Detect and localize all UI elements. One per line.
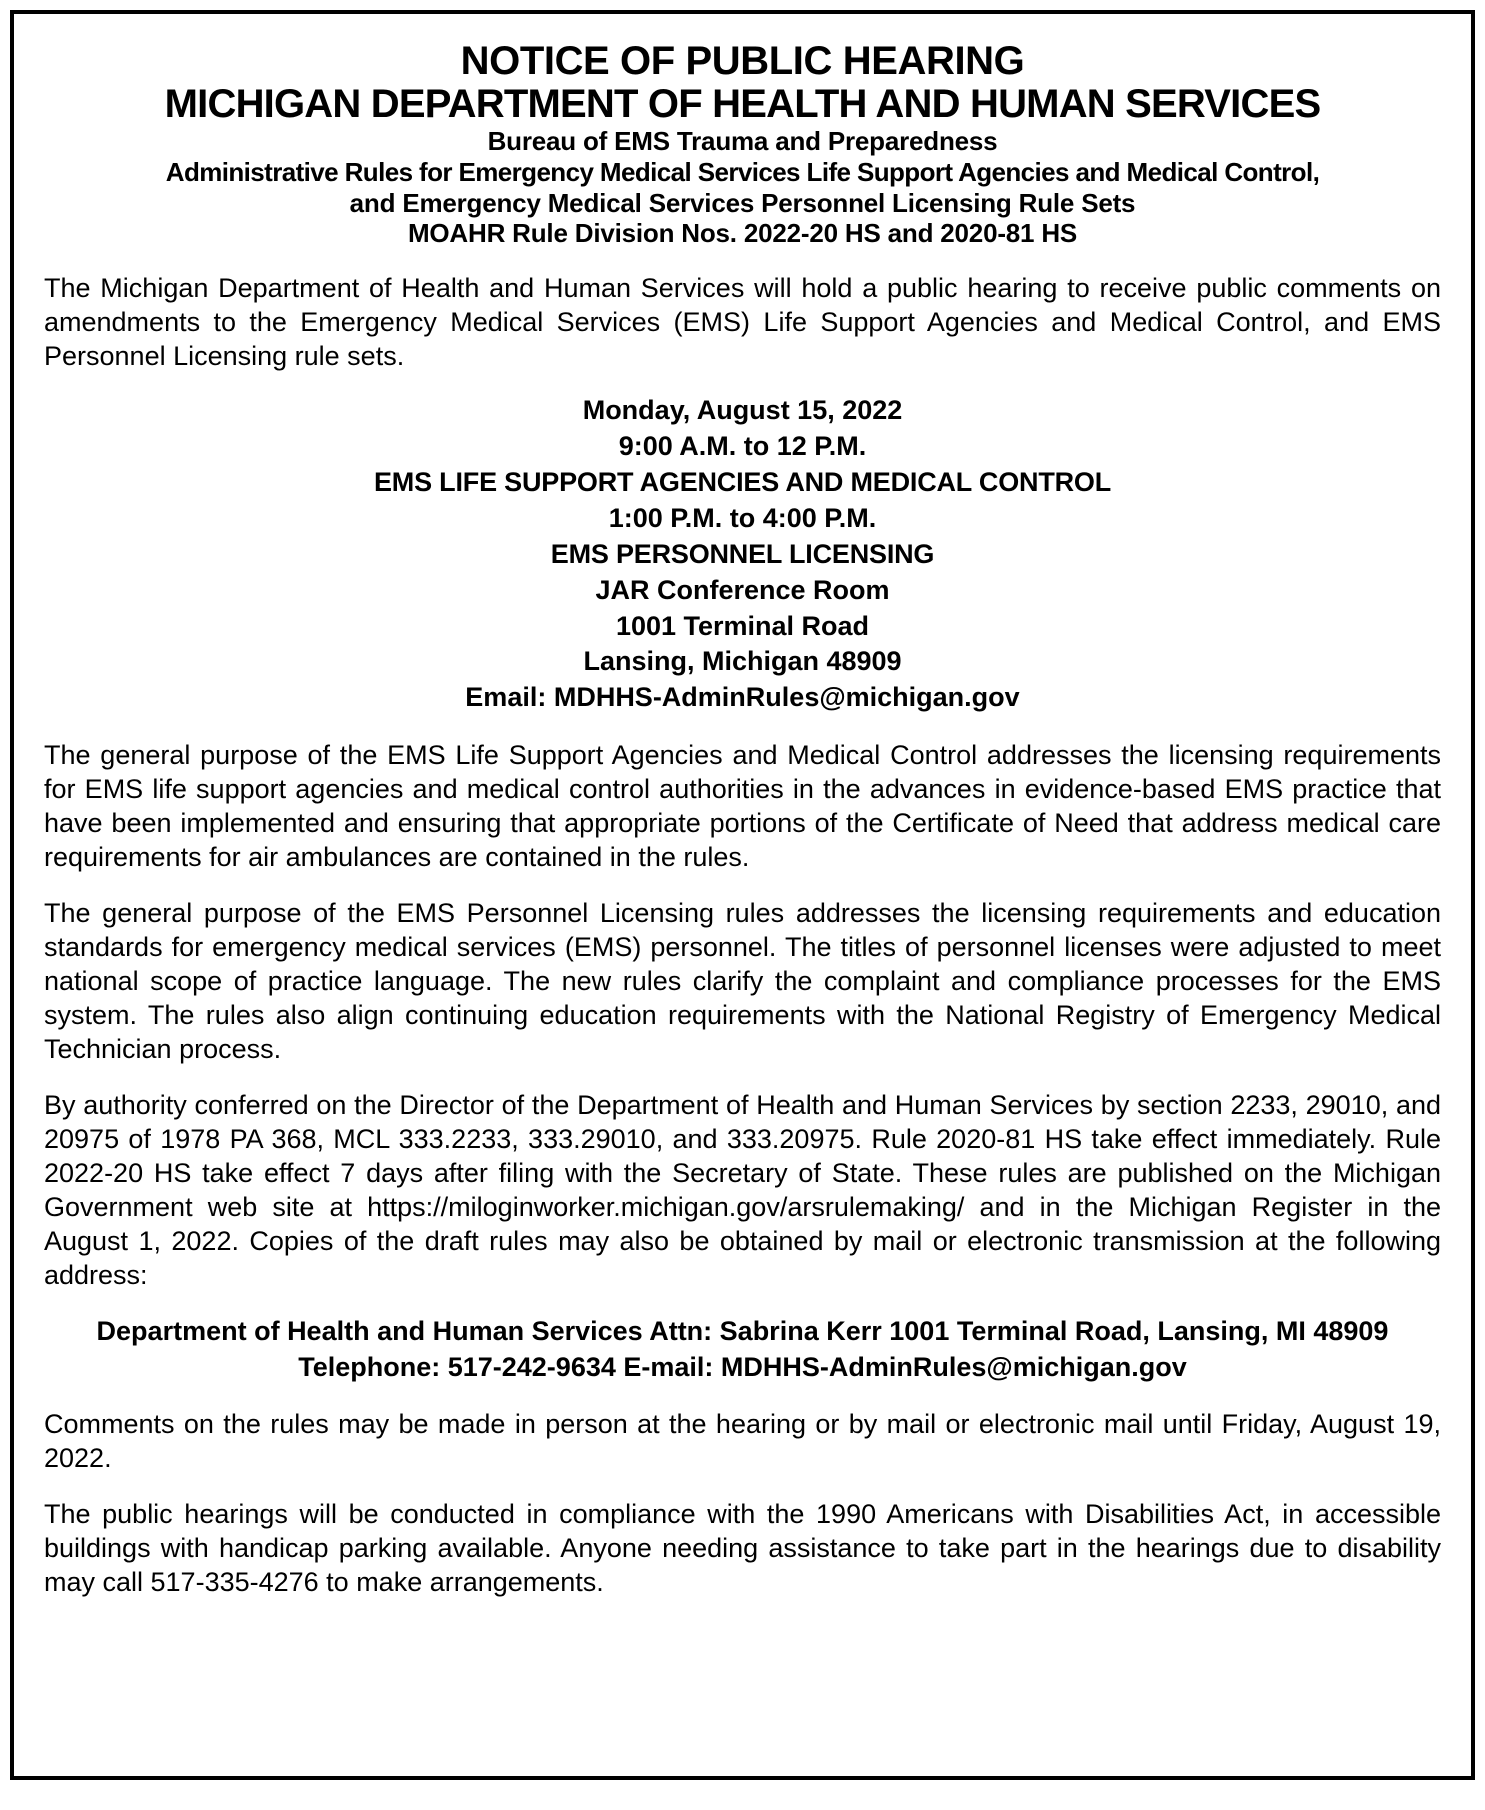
notice-page	[0, 10, 1485, 1810]
session2-time: 1:00 P.M. to 4:00 P.M.	[608, 502, 877, 533]
intro-paragraph: The Michigan Department of Health and Human Services will hold a public hearing to receive public comments on amendments to the Emergency Medical Services (EMS) Life Support Agencies and Medical Control, and EMS Personnel Licensing rule sets.	[44, 273, 1441, 372]
contact-department: Department of Health and Human Services	[96, 1315, 643, 1346]
notice-frame	[10, 10, 1475, 1780]
purpose-paragraph-1: The general purpose of the EMS Life Support Agencies and Medical Control addresses the licensing requirements for EMS life support agencies and medical control authorities in the advances in evidence-based EMS practice that have been implemented and ensuring that appropriate portions of the Certificate of Need that address medical care requirements for air ambulances are contained in the rules.	[44, 740, 1441, 873]
contact-block	[44, 1313, 1441, 1385]
contact-email: E-mail: MDHHS-AdminRules@michigan.gov	[623, 1351, 1187, 1382]
contact-telephone: Telephone: 517-242-9634	[298, 1351, 616, 1382]
session1-title: EMS LIFE SUPPORT AGENCIES AND MEDICAL CONTROL	[373, 466, 1112, 497]
session2-title: EMS PERSONNEL LICENSING	[550, 538, 935, 569]
venue-city-state-zip: Lansing, Michigan 48909	[583, 646, 902, 677]
rules-subtitle-line2: and Emergency Medical Services Personnel Licensing Rule Sets	[349, 187, 1136, 218]
session1-time: 9:00 A.M. to 12 P.M.	[618, 431, 867, 462]
hearing-email: Email: MDHHS-AdminRules@michigan.gov	[465, 682, 1020, 713]
comments-paragraph: Comments on the rules may be made in person at the hearing or by mail or electronic mail until Friday, August 19, 2022.	[44, 1408, 1441, 1473]
venue-street: 1001 Terminal Road	[615, 610, 870, 641]
rules-subtitle-line1: Administrative Rules for Emergency Medical Services Life Support Agencies and Medical Control,	[165, 157, 1320, 188]
title-block	[44, 40, 1441, 249]
agency-title: MICHIGAN DEPARTMENT OF HEALTH AND HUMAN SERVICES	[164, 82, 1321, 127]
venue-name: JAR Conference Room	[595, 574, 890, 605]
ada-paragraph: The public hearings will be conducted in compliance with the 1990 Americans with Disabilities Act, in accessible buildings with handicap parking available. Anyone needing assistance to take part in the hearings due to disability may call 517-335-4276 to make arrangements.	[44, 1498, 1441, 1597]
rule-division-numbers: MOAHR Rule Division Nos. 2022-20 HS and 2020-81 HS	[407, 218, 1078, 249]
contact-address: 1001 Terminal Road, Lansing, MI 48909	[889, 1315, 1389, 1346]
contact-attention: Attn: Sabrina Kerr	[649, 1315, 882, 1346]
hearing-details-block	[44, 393, 1441, 716]
hearing-date: Monday, August 15, 2022	[582, 395, 903, 426]
bureau-subtitle: Bureau of EMS Trauma and Preparedness	[487, 126, 998, 157]
page-title: NOTICE OF PUBLIC HEARING	[460, 39, 1025, 83]
authority-paragraph: By authority conferred on the Director of the Department of Health and Human Services by section 2233, 29010, and 20975 of 1978 PA 368, MCL 333.2233, 333.29010, and 333.20975. Rule 2020-81 HS take effect immediately. Rule 2022-20 HS take effect 7 days after filing with the Secretary of State. These rules are published on the Michigan Government web site at https://miloginworker.michigan.gov/arsrulemaking/ and in the Michigan Register in the August 1, 2022. Copies of the draft rules may also be obtained by mail or electronic transmission at the following address:	[44, 1090, 1441, 1291]
purpose-paragraph-2: The general purpose of the EMS Personnel Licensing rules addresses the licensing requirements and education standards for emergency medical services (EMS) personnel. The titles of personnel licenses were adjusted to meet national scope of practice language. The new rules clarify the complaint and compliance processes for the EMS system. The rules also align continuing education requirements with the National Registry of Emergency Medical Technician process.	[44, 898, 1441, 1065]
